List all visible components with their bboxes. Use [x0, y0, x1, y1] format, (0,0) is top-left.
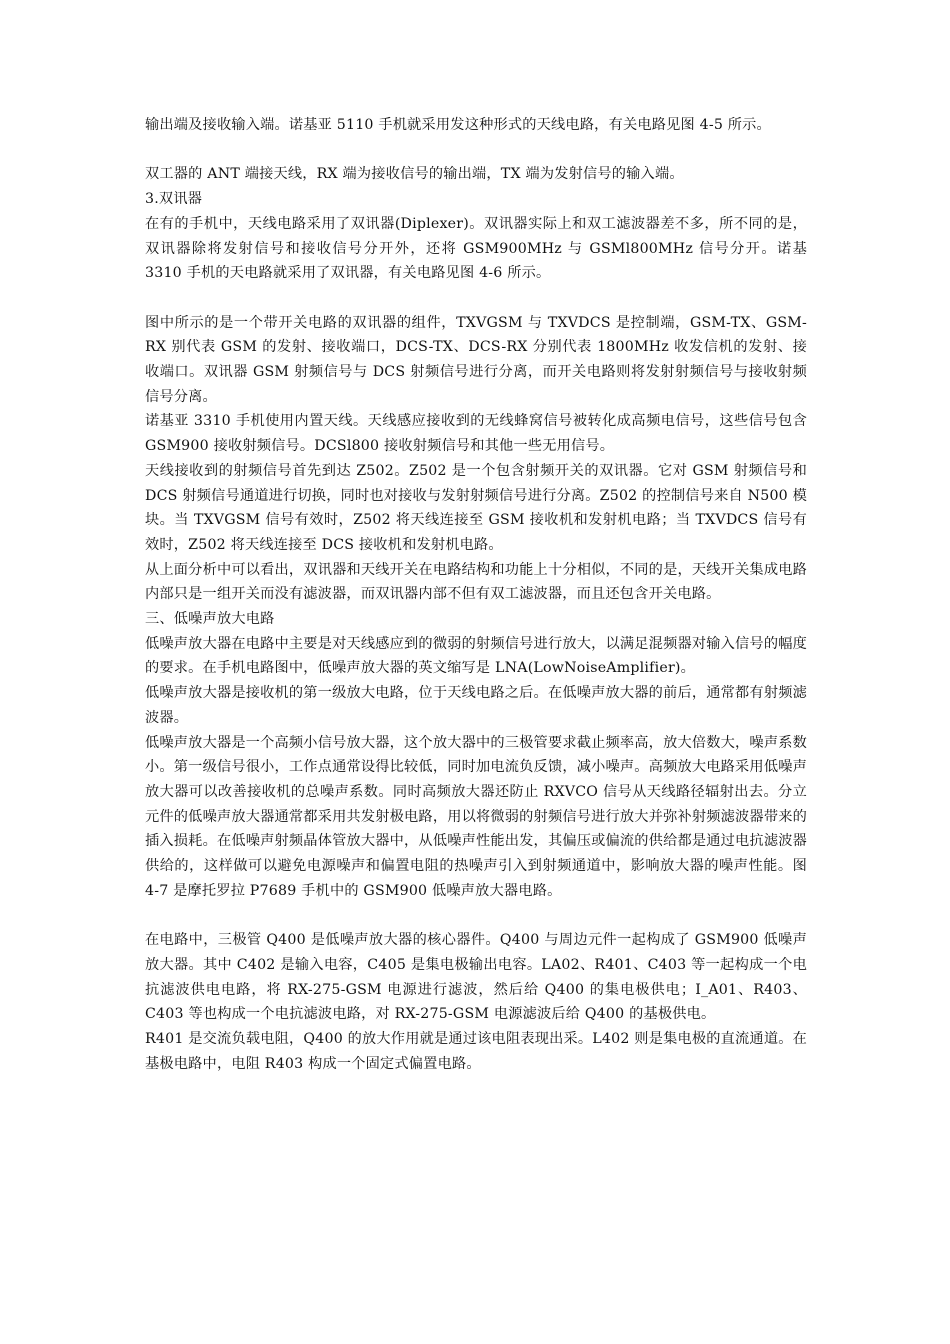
body-paragraph: 从上面分析中可以看出，双讯器和天线开关在电路结构和功能上十分相似，不同的是，天线开关集成电路内部只是一组开关而没有滤波器，而双讯器内部不但有双工滤波器，而且还包含开关电路。 [145, 561, 807, 603]
body-paragraph: 低噪声放大器是一个高频小信号放大器，这个放大器中的三极管要求截止频率高，放大倍数大，噪声系数小。第一级信号很小，工作点通常设得比较低，同时加电流负反馈，减小噪声。高频放大电路采用低噪声放大器可以改善接收机的总噪声系数。同时高频放大器还防止 RXVCO 信号从天线路径辐射出去。分立元件的低噪声放大器通常都采用共发射极电路，用以将微弱的射频信号进行放大并弥补射频滤波器带来的插入损耗。在低噪声射频晶体管放大器中，从低噪声性能出发，其偏压或偏流的供给都是通过电抗滤波器供给的，这样做可以避免电源噪声和偏置电阻的热噪声引入到射频通道中，影响放大器的噪声性能。图 4-7 是摩托罗拉 P7689 手机中的 GSM900 低噪声放大器电路。 [145, 734, 807, 899]
body-paragraph: 诺基亚 3310 手机使用内置天线。天线感应接收到的无线蜂窝信号被转化成高频电信号，这些信号包含 GSM900 接收射频信号。DCSl800 接收射频信号和其他一些无用信号。 [145, 413, 807, 455]
body-paragraph: 图中所示的是一个带开关电路的双讯器的组件，TXVGSM 与 TXVDCS 是控制端，GSM-TX、GSM-RX 别代表 GSM 的发射、接收端口，DCS-TX、DCS-RX 分别代表 1800MHz 收发信机的发射、接收端口。双讯器 GSM 射频信号与 DCS 射频信号进行分离，而开关电路则将发射射频信号与接收射频信号分离。 [145, 314, 807, 405]
body-paragraph: 在电路中，三极管 Q400 是低噪声放大器的核心器件。Q400 与周边元件一起构成了 GSM900 低噪声放大器。其中 C402 是输入电容，C405 是集电极输出电容。LA02、R401、C403 等一起构成一个电抗滤波供电电路，将 RX-275-GSM 电源进行滤波，然后给 Q400 的集电极供电；I_A01、R403、C403 等也构成一个电抗滤波电路，对 RX-275-GSM 电源滤波后给 Q400 的基极供电。 [145, 932, 808, 1023]
paragraph-gap [145, 138, 807, 163]
body-paragraph: R401 是交流负载电阻，Q400 的放大作用就是通过该电阻表现出采。L402 则是集电极的直流通道。在基极电路中，电阻 R403 构成一个固定式偏置电路。 [145, 1030, 807, 1072]
document-page [145, 113, 807, 1076]
body-paragraph: 天线接收到的射频信号首先到达 Z502。Z502 是一个包含射频开关的双讯器。它对 GSM 射频信号和 DCS 射频信号通道进行切换，同时也对接收与发射射频信号进行分离。Z502 的控制信号来自 N500 模块。当 TXVGSM 信号有效时，Z502 将天线连接至 GSM 接收机和发射机电路；当 TXVDCS 信号有效时，Z502 将天线连接至 DCS 接收机和发射机电路。 [145, 462, 807, 553]
body-paragraph: 双工器的 ANT 端接天线，RX 端为接收信号的输出端，TX 端为发射信号的输入端。 [145, 166, 684, 183]
body-paragraph: 在有的手机中，天线电路采用了双讯器(Diplexer)。双讯器实际上和双工滤波器差不多，所不同的是，双讯器除将发射信号和接收信号分开外，还将 GSM900MHz 与 GSMl800MHz 信号分开。诺基 3310 手机的天电路就采用了双讯器，有关电路见图 4-6 所示。 [145, 215, 807, 282]
body-paragraph: 低噪声放大器在电路中主要是对天线感应到的微弱的射频信号进行放大，以满足混频器对输入信号的幅度的要求。在手机电路图中，低噪声放大器的英文缩写是 LNA(LowNoiseAmplifier)。 [145, 635, 807, 677]
section-heading: 三、低噪声放大电路 [145, 611, 275, 628]
body-paragraph: 低噪声放大器是接收机的第一级放大电路，位于天线电路之后。在低噪声放大器的前后，通常都有射频滤波器。 [145, 685, 807, 726]
paragraph-gap [145, 286, 807, 311]
paragraph-gap [145, 903, 807, 928]
section-heading: 3.双讯器 [145, 191, 203, 208]
body-paragraph: 输出端及接收输入端。诺基亚 5110 手机就采用发这种形式的天线电路，有关电路见图 4-5 所示。 [145, 117, 771, 133]
